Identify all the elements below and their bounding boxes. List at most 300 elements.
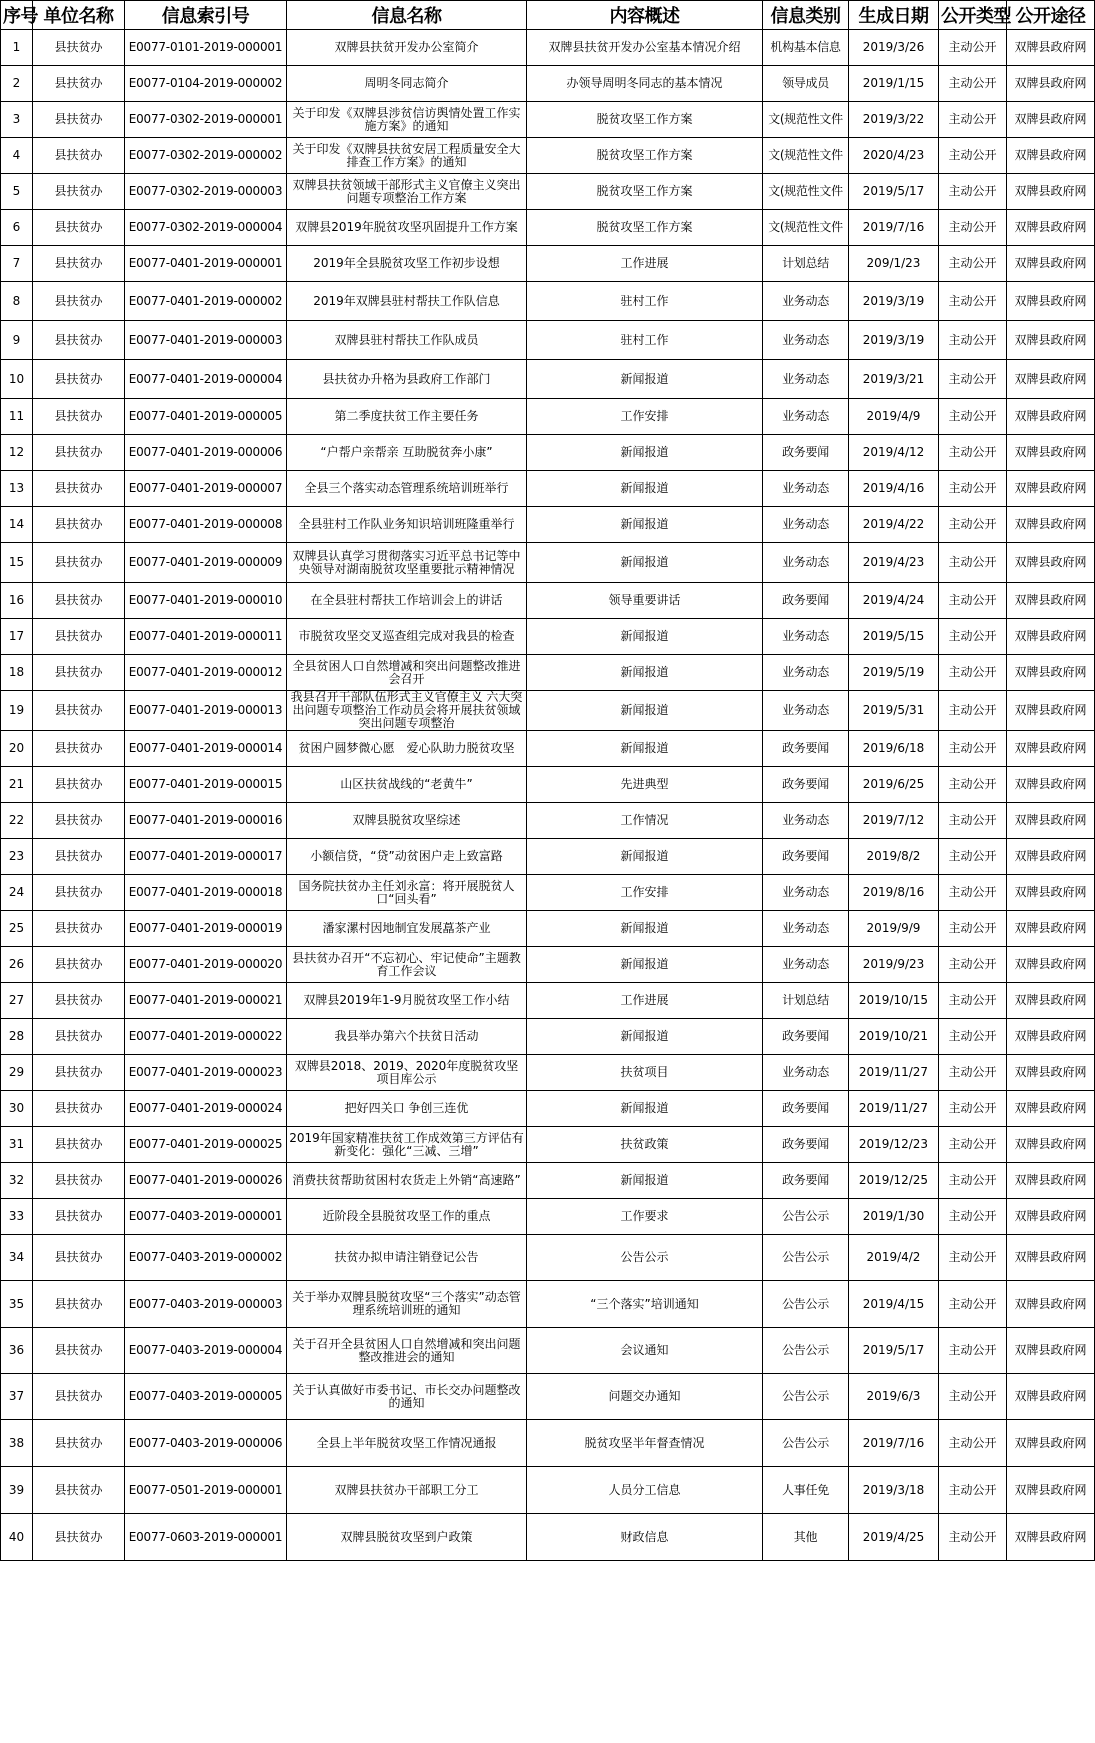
index-number-cell: E0077-0401-2019-000019 xyxy=(125,911,287,947)
disclosure-type-cell: 主动公开 xyxy=(939,30,1007,66)
info-name-cell: 2019年全县脱贫攻坚工作初步设想 xyxy=(287,246,527,282)
content-summary-cell: 脱贫攻坚半年督查情况 xyxy=(527,1420,763,1467)
header-cell-name: 信息名称 xyxy=(287,1,527,30)
info-name-cell: 双牌县2018、2019、2020年度脱贫攻坚项目库公示 xyxy=(287,1055,527,1091)
content-summary-cell: 工作安排 xyxy=(527,875,763,911)
unit-name-cell: 县扶贫办 xyxy=(33,507,125,543)
row-number-cell: 38 xyxy=(1,1420,33,1467)
info-name-cell: 双牌县脱贫攻坚到户政策 xyxy=(287,1514,527,1561)
content-summary-cell: 新闻报道 xyxy=(527,1019,763,1055)
content-summary-cell: 新闻报道 xyxy=(527,507,763,543)
table-row xyxy=(1,174,1095,210)
content-summary-cell: 新闻报道 xyxy=(527,947,763,983)
disclosure-channel-cell: 双牌县政府网 xyxy=(1007,30,1095,66)
disclosure-type-cell: 主动公开 xyxy=(939,507,1007,543)
disclosure-channel-cell: 双牌县政府网 xyxy=(1007,911,1095,947)
disclosure-type-cell: 主动公开 xyxy=(939,691,1007,731)
index-number-cell: E0077-0401-2019-000006 xyxy=(125,435,287,471)
info-category-cell: 文(规范性文件 xyxy=(763,174,849,210)
row-number-cell: 27 xyxy=(1,983,33,1019)
disclosure-channel-cell: 双牌县政府网 xyxy=(1007,1127,1095,1163)
index-number-cell: E0077-0302-2019-000001 xyxy=(125,102,287,138)
created-date-cell: 2019/11/27 xyxy=(849,1091,939,1127)
row-number-cell: 8 xyxy=(1,282,33,321)
row-number-cell: 19 xyxy=(1,691,33,731)
row-number-cell: 31 xyxy=(1,1127,33,1163)
disclosure-channel-cell: 双牌县政府网 xyxy=(1007,1374,1095,1420)
index-number-cell: E0077-0401-2019-000009 xyxy=(125,543,287,583)
content-summary-cell: 办领导周明冬同志的基本情况 xyxy=(527,66,763,102)
content-summary-cell: 扶贫项目 xyxy=(527,1055,763,1091)
info-category-cell: 业务动态 xyxy=(763,471,849,507)
index-number-cell: E0077-0302-2019-000003 xyxy=(125,174,287,210)
created-date-cell: 2019/7/12 xyxy=(849,803,939,839)
disclosure-type-cell: 主动公开 xyxy=(939,66,1007,102)
content-summary-cell: 人员分工信息 xyxy=(527,1467,763,1514)
created-date-cell: 2019/12/23 xyxy=(849,1127,939,1163)
info-name-cell: 县扶贫办升格为县政府工作部门 xyxy=(287,360,527,399)
created-date-cell: 2019/4/23 xyxy=(849,543,939,583)
created-date-cell: 2019/4/2 xyxy=(849,1235,939,1281)
index-number-cell: E0077-0401-2019-000017 xyxy=(125,839,287,875)
info-category-cell: 计划总结 xyxy=(763,246,849,282)
info-category-cell: 公告公示 xyxy=(763,1328,849,1374)
unit-name-cell: 县扶贫办 xyxy=(33,1374,125,1420)
created-date-cell: 2019/1/30 xyxy=(849,1199,939,1235)
disclosure-type-cell: 主动公开 xyxy=(939,246,1007,282)
row-number-cell: 40 xyxy=(1,1514,33,1561)
header-cell-channel: 公开途径 xyxy=(1007,1,1095,30)
unit-name-cell: 县扶贫办 xyxy=(33,1281,125,1328)
row-number-cell: 24 xyxy=(1,875,33,911)
row-number-cell: 13 xyxy=(1,471,33,507)
unit-name-cell: 县扶贫办 xyxy=(33,1163,125,1199)
table-row xyxy=(1,246,1095,282)
unit-name-cell: 县扶贫办 xyxy=(33,30,125,66)
disclosure-channel-cell: 双牌县政府网 xyxy=(1007,399,1095,435)
info-name-cell: 我县举办第六个扶贫日活动 xyxy=(287,1019,527,1055)
unit-name-cell: 县扶贫办 xyxy=(33,321,125,360)
info-name-cell: 双牌县2019年1-9月脱贫攻坚工作小结 xyxy=(287,983,527,1019)
disclosure-type-cell: 主动公开 xyxy=(939,1163,1007,1199)
created-date-cell: 2019/4/12 xyxy=(849,435,939,471)
info-category-cell: 政务要闻 xyxy=(763,1163,849,1199)
content-summary-cell: 新闻报道 xyxy=(527,1163,763,1199)
unit-name-cell: 县扶贫办 xyxy=(33,174,125,210)
info-category-cell: 公告公示 xyxy=(763,1420,849,1467)
content-summary-cell: 公告公示 xyxy=(527,1235,763,1281)
disclosure-channel-cell: 双牌县政府网 xyxy=(1007,1019,1095,1055)
index-number-cell: E0077-0401-2019-000008 xyxy=(125,507,287,543)
table-row xyxy=(1,1235,1095,1281)
table-row xyxy=(1,655,1095,691)
index-number-cell: E0077-0403-2019-000003 xyxy=(125,1281,287,1328)
content-summary-cell: 新闻报道 xyxy=(527,655,763,691)
created-date-cell: 2019/3/26 xyxy=(849,30,939,66)
table-row xyxy=(1,360,1095,399)
table-row xyxy=(1,983,1095,1019)
info-name-cell: 小额信贷，“贷”动贫困户走上致富路 xyxy=(287,839,527,875)
created-date-cell: 2019/1/15 xyxy=(849,66,939,102)
content-summary-cell: 驻村工作 xyxy=(527,321,763,360)
content-summary-cell: 脱贫攻坚工作方案 xyxy=(527,174,763,210)
info-name-cell: 2019年国家精准扶贫工作成效第三方评估有新变化：强化“三减、三增” xyxy=(287,1127,527,1163)
info-name-cell: 2019年双牌县驻村帮扶工作队信息 xyxy=(287,282,527,321)
info-category-cell: 机构基本信息 xyxy=(763,30,849,66)
disclosure-type-cell: 主动公开 xyxy=(939,839,1007,875)
info-category-cell: 领导成员 xyxy=(763,66,849,102)
disclosure-channel-cell: 双牌县政府网 xyxy=(1007,321,1095,360)
disclosure-channel-cell: 双牌县政府网 xyxy=(1007,138,1095,174)
content-summary-cell: 新闻报道 xyxy=(527,360,763,399)
unit-name-cell: 县扶贫办 xyxy=(33,691,125,731)
row-number-cell: 5 xyxy=(1,174,33,210)
index-number-cell: E0077-0401-2019-000004 xyxy=(125,360,287,399)
row-number-cell: 9 xyxy=(1,321,33,360)
row-number-cell: 17 xyxy=(1,619,33,655)
info-category-cell: 业务动态 xyxy=(763,321,849,360)
index-number-cell: E0077-0403-2019-000001 xyxy=(125,1199,287,1235)
table-row xyxy=(1,911,1095,947)
row-number-cell: 11 xyxy=(1,399,33,435)
disclosure-channel-cell: 双牌县政府网 xyxy=(1007,619,1095,655)
disclosure-type-cell: 主动公开 xyxy=(939,1374,1007,1420)
disclosure-channel-cell: 双牌县政府网 xyxy=(1007,102,1095,138)
disclosure-type-cell: 主动公开 xyxy=(939,655,1007,691)
info-name-cell: 双牌县2019年脱贫攻坚巩固提升工作方案 xyxy=(287,210,527,246)
index-number-cell: E0077-0101-2019-000001 xyxy=(125,30,287,66)
unit-name-cell: 县扶贫办 xyxy=(33,1091,125,1127)
created-date-cell: 2019/6/25 xyxy=(849,767,939,803)
disclosure-channel-cell: 双牌县政府网 xyxy=(1007,803,1095,839)
header-cell-type: 公开类型 xyxy=(939,1,1007,30)
info-category-cell: 业务动态 xyxy=(763,947,849,983)
disclosure-channel-cell: 双牌县政府网 xyxy=(1007,947,1095,983)
content-summary-cell: 问题交办通知 xyxy=(527,1374,763,1420)
info-category-cell: 人事任免 xyxy=(763,1467,849,1514)
created-date-cell: 2019/6/3 xyxy=(849,1374,939,1420)
info-category-cell: 业务动态 xyxy=(763,911,849,947)
index-number-cell: E0077-0401-2019-000001 xyxy=(125,246,287,282)
content-summary-cell: 工作要求 xyxy=(527,1199,763,1235)
created-date-cell: 2019/4/22 xyxy=(849,507,939,543)
unit-name-cell: 县扶贫办 xyxy=(33,1235,125,1281)
table-row xyxy=(1,210,1095,246)
disclosure-type-cell: 主动公开 xyxy=(939,1019,1007,1055)
unit-name-cell: 县扶贫办 xyxy=(33,911,125,947)
created-date-cell: 2019/5/17 xyxy=(849,174,939,210)
table-row xyxy=(1,435,1095,471)
unit-name-cell: 县扶贫办 xyxy=(33,471,125,507)
info-category-cell: 业务动态 xyxy=(763,1055,849,1091)
table-row xyxy=(1,1467,1095,1514)
row-number-cell: 35 xyxy=(1,1281,33,1328)
table-row xyxy=(1,543,1095,583)
disclosure-channel-cell: 双牌县政府网 xyxy=(1007,1467,1095,1514)
content-summary-cell: 新闻报道 xyxy=(527,1091,763,1127)
disclosure-type-cell: 主动公开 xyxy=(939,1467,1007,1514)
table-row xyxy=(1,30,1095,66)
row-number-cell: 4 xyxy=(1,138,33,174)
table-row xyxy=(1,839,1095,875)
row-number-cell: 30 xyxy=(1,1091,33,1127)
info-name-cell: 在全县驻村帮扶工作培训会上的讲话 xyxy=(287,583,527,619)
info-category-cell: 政务要闻 xyxy=(763,435,849,471)
index-number-cell: E0077-0403-2019-000004 xyxy=(125,1328,287,1374)
unit-name-cell: 县扶贫办 xyxy=(33,138,125,174)
index-number-cell: E0077-0401-2019-000024 xyxy=(125,1091,287,1127)
index-number-cell: E0077-0401-2019-000005 xyxy=(125,399,287,435)
disclosure-channel-cell: 双牌县政府网 xyxy=(1007,210,1095,246)
table-row xyxy=(1,947,1095,983)
index-number-cell: E0077-0401-2019-000014 xyxy=(125,731,287,767)
content-summary-cell: 新闻报道 xyxy=(527,619,763,655)
disclosure-channel-cell: 双牌县政府网 xyxy=(1007,435,1095,471)
row-number-cell: 10 xyxy=(1,360,33,399)
info-category-cell: 政务要闻 xyxy=(763,767,849,803)
created-date-cell: 2019/8/2 xyxy=(849,839,939,875)
row-number-cell: 29 xyxy=(1,1055,33,1091)
info-category-cell: 计划总结 xyxy=(763,983,849,1019)
content-summary-cell: 领导重要讲话 xyxy=(527,583,763,619)
header-cell-index: 信息索引号 xyxy=(125,1,287,30)
disclosure-channel-cell: 双牌县政府网 xyxy=(1007,691,1095,731)
info-category-cell: 文(规范性文件 xyxy=(763,138,849,174)
disclosure-type-cell: 主动公开 xyxy=(939,1328,1007,1374)
created-date-cell: 2019/4/15 xyxy=(849,1281,939,1328)
table-row xyxy=(1,507,1095,543)
created-date-cell: 2019/5/31 xyxy=(849,691,939,731)
disclosure-channel-cell: 双牌县政府网 xyxy=(1007,983,1095,1019)
info-name-cell: 双牌县认真学习贯彻落实习近平总书记等中央领导对湖南脱贫攻坚重要批示精神情况 xyxy=(287,543,527,583)
unit-name-cell: 县扶贫办 xyxy=(33,399,125,435)
content-summary-cell: 新闻报道 xyxy=(527,435,763,471)
created-date-cell: 2019/10/21 xyxy=(849,1019,939,1055)
unit-name-cell: 县扶贫办 xyxy=(33,1420,125,1467)
info-name-cell: 国务院扶贫办主任刘永富：将开展脱贫人口“回头看” xyxy=(287,875,527,911)
info-category-cell: 业务动态 xyxy=(763,360,849,399)
index-number-cell: E0077-0401-2019-000013 xyxy=(125,691,287,731)
disclosure-type-cell: 主动公开 xyxy=(939,1420,1007,1467)
disclosure-channel-cell: 双牌县政府网 xyxy=(1007,507,1095,543)
unit-name-cell: 县扶贫办 xyxy=(33,875,125,911)
info-category-cell: 公告公示 xyxy=(763,1235,849,1281)
table-row xyxy=(1,1281,1095,1328)
info-name-cell: 全县贫困人口自然增减和突出问题整改推进会召开 xyxy=(287,655,527,691)
info-category-cell: 业务动态 xyxy=(763,619,849,655)
row-number-cell: 21 xyxy=(1,767,33,803)
disclosure-type-cell: 主动公开 xyxy=(939,1281,1007,1328)
unit-name-cell: 县扶贫办 xyxy=(33,583,125,619)
disclosure-channel-cell: 双牌县政府网 xyxy=(1007,1281,1095,1328)
header-row xyxy=(1,1,1095,30)
table-row xyxy=(1,803,1095,839)
info-name-cell: 全县驻村工作队业务知识培训班隆重举行 xyxy=(287,507,527,543)
row-number-cell: 12 xyxy=(1,435,33,471)
unit-name-cell: 县扶贫办 xyxy=(33,983,125,1019)
content-summary-cell: 新闻报道 xyxy=(527,839,763,875)
index-number-cell: E0077-0501-2019-000001 xyxy=(125,1467,287,1514)
disclosure-channel-cell: 双牌县政府网 xyxy=(1007,1420,1095,1467)
header-cell-category: 信息类别 xyxy=(763,1,849,30)
row-number-cell: 14 xyxy=(1,507,33,543)
row-number-cell: 3 xyxy=(1,102,33,138)
index-number-cell: E0077-0401-2019-000003 xyxy=(125,321,287,360)
row-number-cell: 18 xyxy=(1,655,33,691)
info-category-cell: 业务动态 xyxy=(763,399,849,435)
disclosure-type-cell: 主动公开 xyxy=(939,947,1007,983)
info-name-cell: 双牌县扶贫领域干部形式主义官僚主义突出问题专项整治工作方案 xyxy=(287,174,527,210)
info-name-cell: 市脱贫攻坚交叉巡查组完成对我县的检查 xyxy=(287,619,527,655)
content-summary-cell: 驻村工作 xyxy=(527,282,763,321)
created-date-cell: 2019/5/17 xyxy=(849,1328,939,1374)
unit-name-cell: 县扶贫办 xyxy=(33,767,125,803)
disclosure-type-cell: 主动公开 xyxy=(939,471,1007,507)
index-number-cell: E0077-0401-2019-000011 xyxy=(125,619,287,655)
index-number-cell: E0077-0401-2019-000016 xyxy=(125,803,287,839)
info-category-cell: 其他 xyxy=(763,1514,849,1561)
row-number-cell: 26 xyxy=(1,947,33,983)
row-number-cell: 1 xyxy=(1,30,33,66)
disclosure-type-cell: 主动公开 xyxy=(939,1199,1007,1235)
unit-name-cell: 县扶贫办 xyxy=(33,1019,125,1055)
index-number-cell: E0077-0302-2019-000004 xyxy=(125,210,287,246)
created-date-cell: 2019/8/16 xyxy=(849,875,939,911)
info-category-cell: 政务要闻 xyxy=(763,1091,849,1127)
unit-name-cell: 县扶贫办 xyxy=(33,1127,125,1163)
info-name-cell: 关于举办双牌县脱贫攻坚“三个落实”动态管理系统培训班的通知 xyxy=(287,1281,527,1328)
index-number-cell: E0077-0401-2019-000021 xyxy=(125,983,287,1019)
content-summary-cell: 脱贫攻坚工作方案 xyxy=(527,138,763,174)
index-number-cell: E0077-0401-2019-000020 xyxy=(125,947,287,983)
content-summary-cell: 财政信息 xyxy=(527,1514,763,1561)
info-name-cell: 全县三个落实动态管理系统培训班举行 xyxy=(287,471,527,507)
info-category-cell: 公告公示 xyxy=(763,1281,849,1328)
unit-name-cell: 县扶贫办 xyxy=(33,66,125,102)
table-row xyxy=(1,138,1095,174)
index-number-cell: E0077-0403-2019-000005 xyxy=(125,1374,287,1420)
content-summary-cell: 工作情况 xyxy=(527,803,763,839)
index-number-cell: E0077-0302-2019-000002 xyxy=(125,138,287,174)
info-name-cell: 关于召开全县贫困人口自然增减和突出问题整改推进会的通知 xyxy=(287,1328,527,1374)
disclosure-type-cell: 主动公开 xyxy=(939,210,1007,246)
info-category-cell: 业务动态 xyxy=(763,655,849,691)
disclosure-channel-cell: 双牌县政府网 xyxy=(1007,1328,1095,1374)
disclosure-channel-cell: 双牌县政府网 xyxy=(1007,1235,1095,1281)
content-summary-cell: 工作安排 xyxy=(527,399,763,435)
created-date-cell: 2019/10/15 xyxy=(849,983,939,1019)
header-cell-date: 生成日期 xyxy=(849,1,939,30)
disclosure-channel-cell: 双牌县政府网 xyxy=(1007,767,1095,803)
info-category-cell: 业务动态 xyxy=(763,282,849,321)
disclosure-type-cell: 主动公开 xyxy=(939,435,1007,471)
content-summary-cell: 先进典型 xyxy=(527,767,763,803)
created-date-cell: 2019/3/22 xyxy=(849,102,939,138)
table-row xyxy=(1,619,1095,655)
disclosure-type-cell: 主动公开 xyxy=(939,1127,1007,1163)
content-summary-cell: 工作进展 xyxy=(527,246,763,282)
row-number-cell: 16 xyxy=(1,583,33,619)
info-category-cell: 业务动态 xyxy=(763,803,849,839)
row-number-cell: 25 xyxy=(1,911,33,947)
info-name-cell: 周明冬同志简介 xyxy=(287,66,527,102)
unit-name-cell: 县扶贫办 xyxy=(33,619,125,655)
created-date-cell: 2019/3/18 xyxy=(849,1467,939,1514)
table-row xyxy=(1,1328,1095,1374)
created-date-cell: 2019/4/9 xyxy=(849,399,939,435)
disclosure-type-cell: 主动公开 xyxy=(939,102,1007,138)
unit-name-cell: 县扶贫办 xyxy=(33,246,125,282)
info-category-cell: 业务动态 xyxy=(763,507,849,543)
disclosure-type-cell: 主动公开 xyxy=(939,282,1007,321)
info-category-cell: 业务动态 xyxy=(763,691,849,731)
disclosure-type-cell: 主动公开 xyxy=(939,731,1007,767)
disclosure-type-cell: 主动公开 xyxy=(939,543,1007,583)
created-date-cell: 209/1/23 xyxy=(849,246,939,282)
created-date-cell: 2019/11/27 xyxy=(849,1055,939,1091)
info-category-cell: 业务动态 xyxy=(763,543,849,583)
row-number-cell: 6 xyxy=(1,210,33,246)
table-row xyxy=(1,1091,1095,1127)
index-number-cell: E0077-0401-2019-000026 xyxy=(125,1163,287,1199)
created-date-cell: 2019/7/16 xyxy=(849,210,939,246)
unit-name-cell: 县扶贫办 xyxy=(33,1199,125,1235)
content-summary-cell: 工作进展 xyxy=(527,983,763,1019)
table-row xyxy=(1,1420,1095,1467)
created-date-cell: 2019/4/16 xyxy=(849,471,939,507)
table-row xyxy=(1,399,1095,435)
created-date-cell: 2019/3/19 xyxy=(849,321,939,360)
info-category-cell: 政务要闻 xyxy=(763,731,849,767)
disclosure-channel-cell: 双牌县政府网 xyxy=(1007,1514,1095,1561)
table-row xyxy=(1,1127,1095,1163)
info-name-cell: 双牌县扶贫办干部职工分工 xyxy=(287,1467,527,1514)
content-summary-cell: 扶贫政策 xyxy=(527,1127,763,1163)
disclosure-type-cell: 主动公开 xyxy=(939,875,1007,911)
table-row xyxy=(1,1374,1095,1420)
disclosure-channel-cell: 双牌县政府网 xyxy=(1007,246,1095,282)
content-summary-cell: 新闻报道 xyxy=(527,691,763,731)
disclosure-channel-cell: 双牌县政府网 xyxy=(1007,174,1095,210)
index-number-cell: E0077-0603-2019-000001 xyxy=(125,1514,287,1561)
index-number-cell: E0077-0401-2019-000022 xyxy=(125,1019,287,1055)
index-number-cell: E0077-0403-2019-000006 xyxy=(125,1420,287,1467)
index-number-cell: E0077-0401-2019-000010 xyxy=(125,583,287,619)
table-row xyxy=(1,102,1095,138)
table-row xyxy=(1,1019,1095,1055)
content-summary-cell: 新闻报道 xyxy=(527,543,763,583)
info-category-cell: 公告公示 xyxy=(763,1374,849,1420)
unit-name-cell: 县扶贫办 xyxy=(33,435,125,471)
index-number-cell: E0077-0401-2019-000012 xyxy=(125,655,287,691)
created-date-cell: 2019/7/16 xyxy=(849,1420,939,1467)
disclosure-type-cell: 主动公开 xyxy=(939,321,1007,360)
disclosure-type-cell: 主动公开 xyxy=(939,360,1007,399)
disclosure-type-cell: 主动公开 xyxy=(939,174,1007,210)
unit-name-cell: 县扶贫办 xyxy=(33,1467,125,1514)
disclosure-channel-cell: 双牌县政府网 xyxy=(1007,1055,1095,1091)
unit-name-cell: 县扶贫办 xyxy=(33,1055,125,1091)
table-row xyxy=(1,1199,1095,1235)
table-row xyxy=(1,282,1095,321)
content-summary-cell: 新闻报道 xyxy=(527,731,763,767)
unit-name-cell: 县扶贫办 xyxy=(33,803,125,839)
info-category-cell: 政务要闻 xyxy=(763,839,849,875)
index-number-cell: E0077-0401-2019-000018 xyxy=(125,875,287,911)
unit-name-cell: 县扶贫办 xyxy=(33,947,125,983)
table-row xyxy=(1,691,1095,731)
disclosure-channel-cell: 双牌县政府网 xyxy=(1007,655,1095,691)
